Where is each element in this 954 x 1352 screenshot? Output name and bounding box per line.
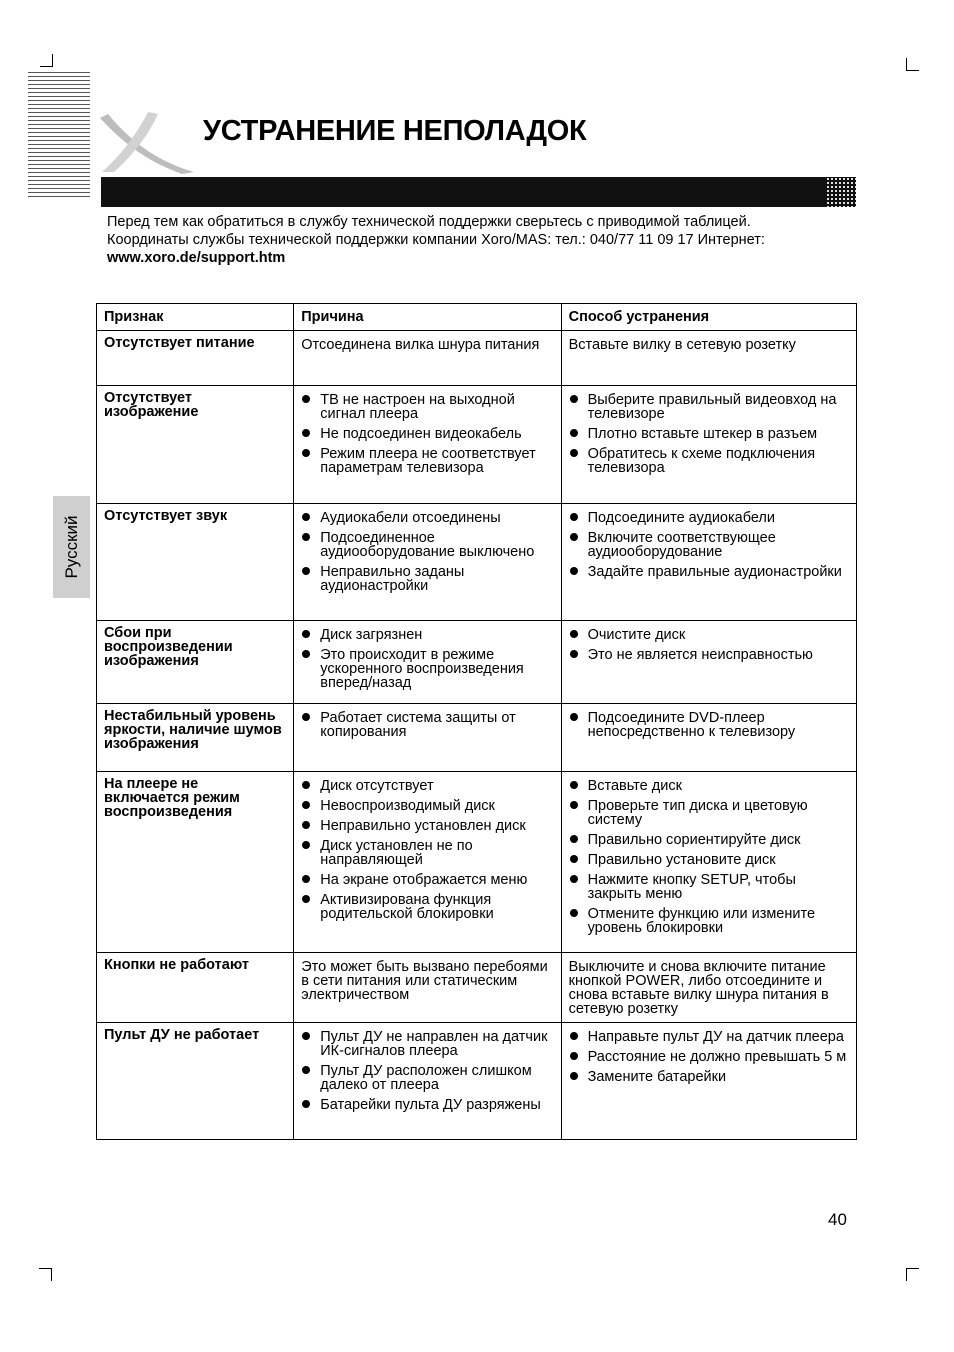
table-row xyxy=(97,1023,857,1140)
cause-cell xyxy=(294,621,561,704)
solution-text: Вставьте вилку в сетевую розетку xyxy=(568,337,796,353)
symptom-cell: Кнопки не работают xyxy=(97,953,294,1023)
cause-cell xyxy=(294,953,561,1023)
list-item: Подсоедините DVD-плеер непосредственно к телевизору xyxy=(569,711,850,739)
page-number: 40 xyxy=(828,1210,847,1229)
cause-text: Отсоединена вилка шнура питания xyxy=(301,337,540,353)
solution-list xyxy=(569,511,850,579)
symptom-cell: На плеере не включается режим воспроизведения xyxy=(97,772,294,953)
xoro-logo-icon xyxy=(98,110,198,176)
list-item: Выберите правильный видеовход на телевизоре xyxy=(569,393,850,421)
cause-list xyxy=(301,628,554,690)
crop-mark-bottom-right xyxy=(906,1268,919,1281)
list-item: Проверьте тип диска и цветовую систему xyxy=(569,799,850,827)
list-item: Работает система защиты от копирования xyxy=(301,711,554,739)
table-header-row xyxy=(97,304,857,331)
table-row xyxy=(97,386,857,504)
list-item: Задайте правильные аудионастройки xyxy=(569,565,850,579)
list-item: Отмените функцию или измените уровень блокировки xyxy=(569,907,850,935)
margin-stripes xyxy=(28,72,90,200)
table-row xyxy=(97,621,857,704)
table-body xyxy=(97,331,857,1140)
list-item: Не подсоединен видеокабель xyxy=(301,427,554,441)
list-item: Пульт ДУ не направлен на датчик ИК-сигналов плеера xyxy=(301,1030,554,1058)
solution-cell xyxy=(561,504,856,621)
list-item: ТВ не настроен на выходной сигнал плеера xyxy=(301,393,554,421)
table-row xyxy=(97,331,857,386)
list-item: Это происходит в режиме ускоренного воспроизведения вперед/назад xyxy=(301,648,554,690)
list-item: Неправильно заданы аудионастройки xyxy=(301,565,554,593)
list-item: Пульт ДУ расположен слишком далеко от плеера xyxy=(301,1064,554,1092)
header-cause: Причина xyxy=(294,304,561,331)
list-item: Подсоединенное аудиооборудование выключено xyxy=(301,531,554,559)
cause-cell xyxy=(294,1023,561,1140)
list-item: Неправильно установлен диск xyxy=(301,819,554,833)
symptom-cell: Отсутствует звук xyxy=(97,504,294,621)
cause-cell xyxy=(294,504,561,621)
list-item: Направьте пульт ДУ на датчик плеера xyxy=(569,1030,850,1044)
list-item: Это не является неисправностью xyxy=(569,648,850,662)
solution-list xyxy=(569,628,850,662)
list-item: Включите соответствующее аудиооборудование xyxy=(569,531,850,559)
table-row xyxy=(97,504,857,621)
solution-list xyxy=(569,779,850,935)
intro-line-1: Перед тем как обратиться в службу технической поддержки сверьтесь с приводимой таблицей. xyxy=(107,214,751,230)
table-row xyxy=(97,953,857,1023)
list-item: Диск загрязнен xyxy=(301,628,554,642)
page-title: УСТРАНЕНИЕ НЕПОЛАДОК xyxy=(203,115,587,147)
support-url: www.xoro.de/support.htm xyxy=(107,250,286,266)
cause-list xyxy=(301,1030,554,1112)
table-row xyxy=(97,772,857,953)
list-item: Нажмите кнопку SETUP, чтобы закрыть меню xyxy=(569,873,850,901)
cause-text: Это может быть вызвано перебоями в сети питания или статическим электричеством xyxy=(301,959,548,1003)
solution-cell xyxy=(561,621,856,704)
list-item: Подсоедините аудиокабели xyxy=(569,511,850,525)
crop-mark-top-right xyxy=(906,58,919,71)
intro-text xyxy=(107,213,847,267)
language-tab-label: Русский xyxy=(61,515,81,579)
list-item: На экране отображается меню xyxy=(301,873,554,887)
crop-mark-bottom-left xyxy=(39,1268,52,1281)
cause-cell xyxy=(294,386,561,504)
cause-list xyxy=(301,711,554,739)
cause-cell xyxy=(294,704,561,772)
cause-list xyxy=(301,511,554,593)
symptom-cell: Отсутствует питание xyxy=(97,331,294,386)
solution-list xyxy=(569,393,850,475)
list-item: Плотно вставьте штекер в разъем xyxy=(569,427,850,441)
solution-cell xyxy=(561,953,856,1023)
cause-list xyxy=(301,779,554,921)
solution-cell xyxy=(561,1023,856,1140)
solution-text: Выключите и снова включите питание кнопкой POWER, либо отсоедините и снова вставьте вилку шнура питания в сетевую розетку xyxy=(568,959,829,1017)
symptom-cell: Пульт ДУ не работает xyxy=(97,1023,294,1140)
cause-list xyxy=(301,393,554,475)
symptom-cell: Отсутствует изображение xyxy=(97,386,294,504)
list-item: Вставьте диск xyxy=(569,779,850,793)
header-solution: Способ устранения xyxy=(561,304,856,331)
solution-list xyxy=(569,1030,850,1084)
list-item: Расстояние не должно превышать 5 м xyxy=(569,1050,850,1064)
solution-cell xyxy=(561,704,856,772)
header-symptom: Признак xyxy=(97,304,294,331)
intro-line-2: Координаты службы технической поддержки компании Xoro/MAS: тел.: 040/77 11 09 17 Интернет: xyxy=(107,232,765,248)
list-item: Правильно установите диск xyxy=(569,853,850,867)
solution-cell xyxy=(561,331,856,386)
list-item: Батарейки пульта ДУ разряжены xyxy=(301,1098,554,1112)
symptom-cell: Нестабильный уровень яркости, наличие шумов изображения xyxy=(97,704,294,772)
list-item: Невоспроизводимый диск xyxy=(301,799,554,813)
list-item: Режим плеера не соответствует параметрам телевизора xyxy=(301,447,554,475)
table-row xyxy=(97,704,857,772)
solution-list xyxy=(569,711,850,739)
list-item: Активизирована функция родительской блокировки xyxy=(301,893,554,921)
list-item: Аудиокабели отсоединены xyxy=(301,511,554,525)
list-item: Диск отсутствует xyxy=(301,779,554,793)
solution-cell xyxy=(561,772,856,953)
language-tab xyxy=(53,496,90,598)
list-item: Обратитесь к схеме подключения телевизора xyxy=(569,447,850,475)
troubleshooting-table xyxy=(96,303,857,1140)
cause-cell xyxy=(294,772,561,953)
list-item: Замените батарейки xyxy=(569,1070,850,1084)
symptom-cell: Сбои при воспроизведении изображения xyxy=(97,621,294,704)
title-bar-dot-pattern xyxy=(826,177,856,207)
list-item: Очистите диск xyxy=(569,628,850,642)
title-bar xyxy=(101,177,856,207)
cause-cell xyxy=(294,331,561,386)
list-item: Правильно сориентируйте диск xyxy=(569,833,850,847)
list-item: Диск установлен не по направляющей xyxy=(301,839,554,867)
crop-mark-top-left xyxy=(40,54,53,67)
solution-cell xyxy=(561,386,856,504)
